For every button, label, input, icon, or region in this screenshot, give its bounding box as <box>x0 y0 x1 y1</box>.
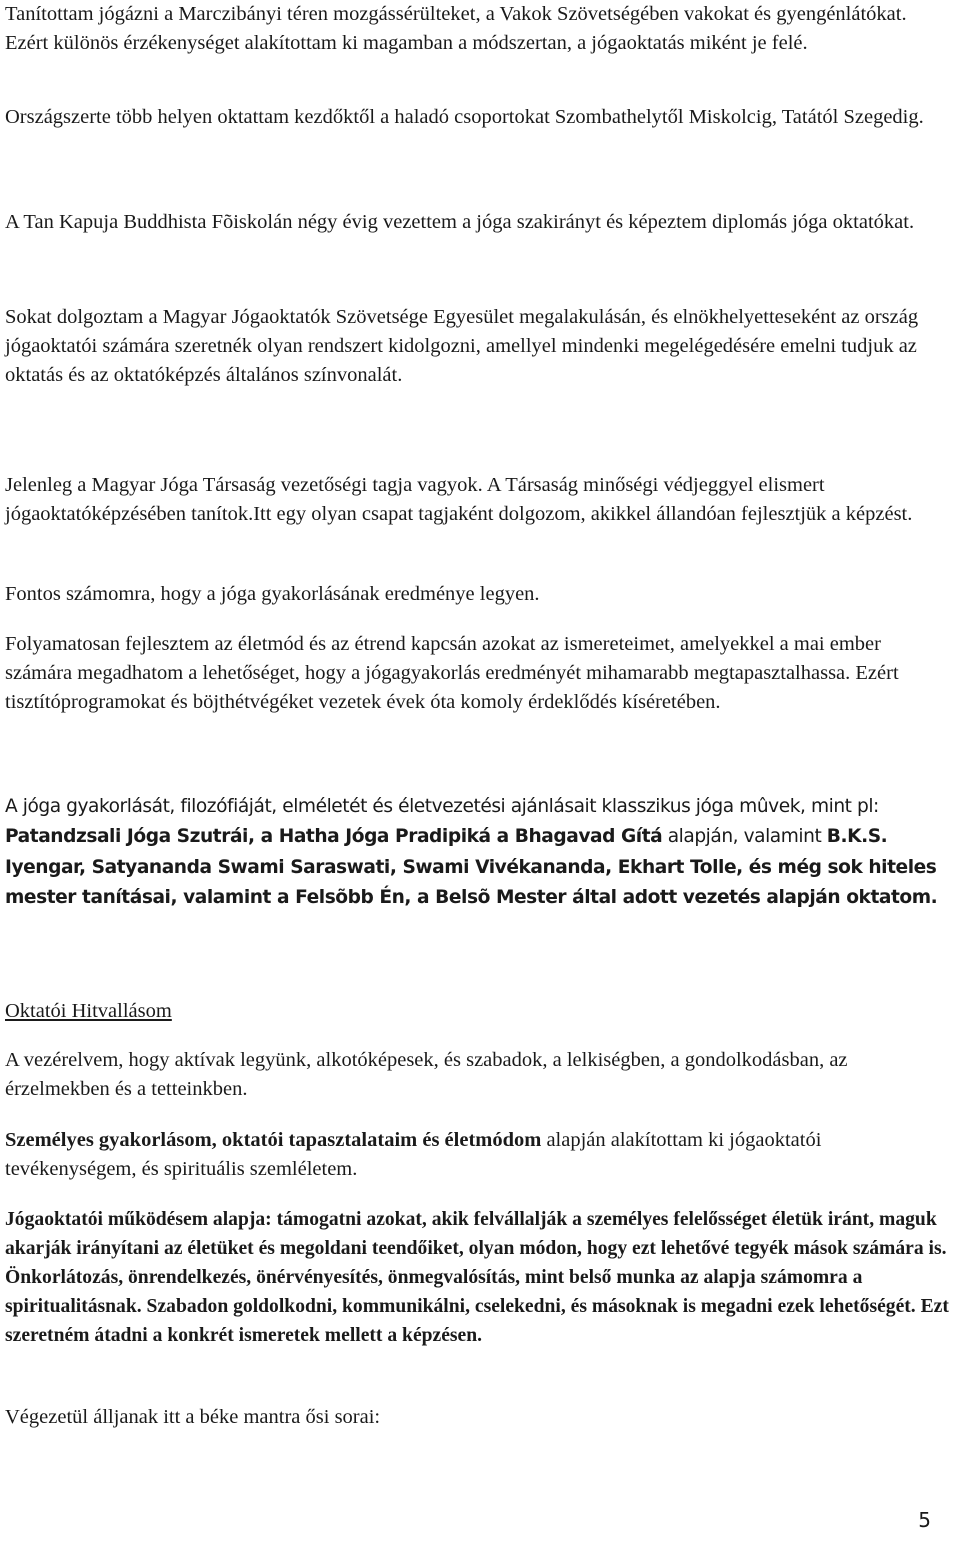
sources-intro: A jóga gyakorlását, filozófiáját, elméletét és életvezetési ajánlásait klasszikus jóga mûvek, mint pl: <box>5 796 879 817</box>
paragraph-nationwide: Országszerte több helyen oktattam kezdőktől a haladó csoportokat Szombathelytől Miskolcig, Tatától Szegedig. <box>5 106 924 128</box>
paragraph-buddhist-college: A Tan Kapuja Buddhista Fõiskolán négy évig vezettem a jóga szakirányt és képeztem diplomás jóga oktatókat. <box>5 211 915 233</box>
credo-guiding-principle: A vezérelvem, hogy aktívak legyünk, alkotóképesek, és szabadok, a lelkiségben, a gondolkodásban, az érzelmekben és a tetteinkben. <box>5 1049 848 1100</box>
paragraph-sources <box>5 792 953 913</box>
paragraph-teaching-groups: Tanítottam jógázni a Marczibányi téren mozgássérülteket, a Vakok Szövetségében vakokat és gyengénlátókat. Ezért különös érzékenységet alakítottam ki magamban a módszertan, a jógaoktatás miként je felé. <box>5 3 907 54</box>
credo-practice-rest: alapján alakítottam ki jógaoktatói tevékenységem, és spirituális szemléletem. <box>5 1129 822 1180</box>
paragraph-lifestyle: Folyamatosan fejlesztem az életmód és az étrend kapcsán azokat az ismereteimet, amelyekkel a mai ember számára megadhatom a lehetőséget, hogy a jógagyakorlás eredményét mihamarabb megtapasztalhassa. Ezért tisztítóprogramokat és böjthétvégéket vezetek évek óta komoly érdeklődés kíséretében. <box>5 633 899 713</box>
credo-practice <box>5 1126 953 1184</box>
paragraph-association: Sokat dolgoztam a Magyar Jógaoktatók Szövetsége Egyesület megalakulásán, és elnökhelyetteseként az ország jógaoktatói számára szeretnék olyan rendszert kidolgozni, amellyel mindenki megelégedésére emelni tudjuk az oktatás és az oktatóképzés általános színvonalát. <box>5 306 919 386</box>
credo-practice-bold: Személyes gyakorlásom, oktatói tapasztalataim és életmódom <box>5 1129 542 1151</box>
sources-middle: alapján, valamint <box>662 826 827 848</box>
paragraph-important: Fontos számomra, hogy a jóga gyakorlásának eredménye legyen. <box>5 583 540 605</box>
sources-classic-texts: Patandzsali Jóga Szutrái, a Hatha Jóga Pradipiká a Bhagavad Gítá <box>5 826 663 848</box>
paragraph-society: Jelenleg a Magyar Jóga Társaság vezetőségi tagja vagyok. A Társaság minőségi védjeggyel elismert jógaoktatóképzésében tanítok.Itt egy olyan csapat tagjaként dolgozom, akikkel állandóan fejlesztjük a képzést. <box>5 474 913 525</box>
sources-masters: B.K.S. Iyengar, Satyananda Swami Saraswati, Swami Vivékananda, Ekhart Tolle, és még sok hiteles mester tanításai, valamint a Felsõbb Én, a Belsõ Mester által adott vezetés alapján oktatom. <box>5 826 938 908</box>
page-number: 5 <box>918 1508 931 1532</box>
section-heading: Oktatói Hitvallásom <box>5 1000 172 1022</box>
credo-basis: Jógaoktatói működésem alapja: támogatni azokat, akik felvállalják a személyes felelősséget életük iránt, maguk akarják irányítani az életüket és megoldani teendőiket, olyan módon, hogy ezt lehetővé tegyék mások számára is. Önkorlátozás, önrendelkezés, önérvényesítés, önmegvalósítás, mint belső munka az alapja számomra a spiritualitásnak. Szabadon goldolkodni, kommunikálni, cselekedni, és másoknak is megadni ezek lehetőségét. Ezt szeretném átadni a konkrét ismeretek mellett a képzésen. <box>5 1209 949 1346</box>
credo-closing: Végezetül álljanak itt a béke mantra ősi sorai: <box>5 1406 381 1428</box>
